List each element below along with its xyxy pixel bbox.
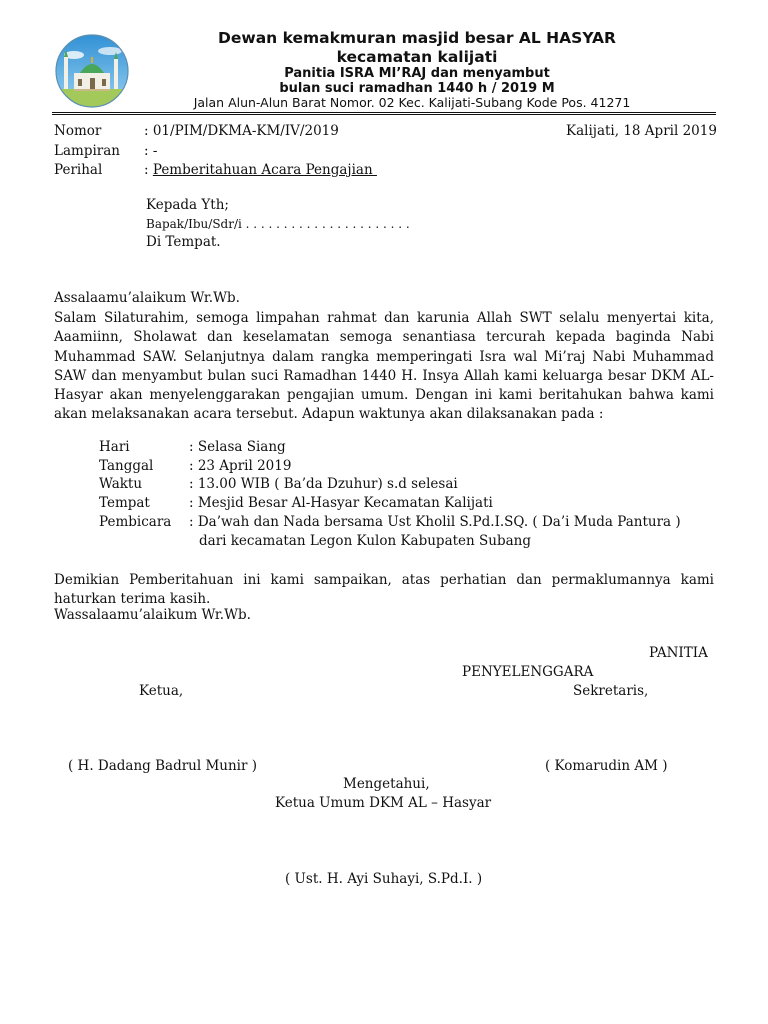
nomor-value: : 01/PIM/DKMA-KM/IV/2019 [144,123,339,139]
perihal-row [144,162,377,178]
header-divider-thin [52,114,716,115]
closing-paragraph: Demikian Pemberitahuan ini kami sampaikan, atas perhatian dan permaklumannya kami haturkan terima kasih. [54,572,714,608]
mengetahui-label: Mengetahui, [343,776,430,792]
detail-label-waktu: Waktu [99,476,143,492]
header-divider [52,112,716,113]
org-address: Jalan Alun-Alun Barat Nomor. 02 Kec. Kalijati-Subang Kode Pos. 41271 [193,95,631,110]
detail-value-pembicara-cont: dari kecamatan Legon Kulon Kabupaten Subang [199,533,531,549]
ketua-umum-label: Ketua Umum DKM AL – Hasyar [275,795,492,811]
recipient-place: Di Tempat. [146,234,221,250]
ketua-signatory: ( H. Dadang Badrul Munir ) [68,758,258,774]
lampiran-label: Lampiran [54,143,120,159]
committee-name: Panitia ISRA MI’RAJ dan menyambut [284,66,550,81]
letter-date: Kalijati, 18 April 2019 [566,123,717,139]
penyelenggara-heading: PENYELENGGARA [462,664,594,680]
lampiran-value: : - [144,143,158,159]
mosque-logo-icon [54,33,130,109]
panitia-heading: PANITIA [649,645,708,661]
detail-label-hari: Hari [99,439,130,455]
sekretaris-signatory: ( Komarudin AM ) [545,758,668,774]
ketua-label: Ketua, [139,683,184,699]
detail-value-tanggal: : 23 April 2019 [189,458,292,474]
perihal-value: Pemberitahuan Acara Pengajian [152,162,377,178]
detail-value-pembicara: : Da’wah dan Nada bersama Ust Kholil S.Pd.I.SQ. ( Da’i Muda Pantura ) [189,514,681,530]
org-name: Dewan kemakmuran masjid besar AL HASYAR [218,29,616,47]
perihal-colon: : [144,162,153,178]
closing-salam: Wassalaamu’alaikum Wr.Wb. [54,607,251,623]
sekretaris-label: Sekretaris, [573,683,649,699]
detail-label-tempat: Tempat [99,495,150,511]
nomor-label: Nomor [54,123,102,139]
detail-value-hari: : Selasa Siang [189,439,286,455]
recipient-greeting: Kepada Yth; [146,197,229,213]
detail-label-pembicara: Pembicara [99,514,172,530]
body-paragraph: Salam Silaturahim, semoga limpahan rahmat dan karunia Allah SWT selalu menyertai kita, Aaamiinn, Sholawat dan keselamatan semoga senantiasa tercurah kepada baginda Nabi Muhammad SAW. Selanjutnya dalam rangka memperingati Isra wal Mi’raj Nabi Muhammad SAW dan menyambut bulan suci Ramadhan 1440 H. Insya Allah kami keluarga besar DKM AL-Hasyar akan menyelenggarakan pengajian umum. Dengan ini kami beritahukan bahwa kami akan melaksanakan acara tersebut. Adapun waktunya akan dilaksanakan pada : [54,310,714,423]
perihal-label: Perihal [54,162,103,178]
opening-salam: Assalaamu’alaikum Wr.Wb. [54,290,240,306]
detail-value-tempat: : Mesjid Besar Al-Hasyar Kecamatan Kalijati [189,495,493,511]
event-period: bulan suci ramadhan 1440 h / 2019 M [279,81,555,96]
org-subdistrict: kecamatan kalijati [336,48,498,66]
recipient-name: Bapak/Ibu/Sdr/i . . . . . . . . . . . . . . . . . . . . . . [146,217,410,231]
detail-label-tanggal: Tanggal [99,458,154,474]
ketua-umum-signatory: ( Ust. H. Ayi Suhayi, S.Pd.I. ) [285,871,483,887]
detail-value-waktu: : 13.00 WIB ( Ba’da Dzuhur) s.d selesai [189,476,458,492]
